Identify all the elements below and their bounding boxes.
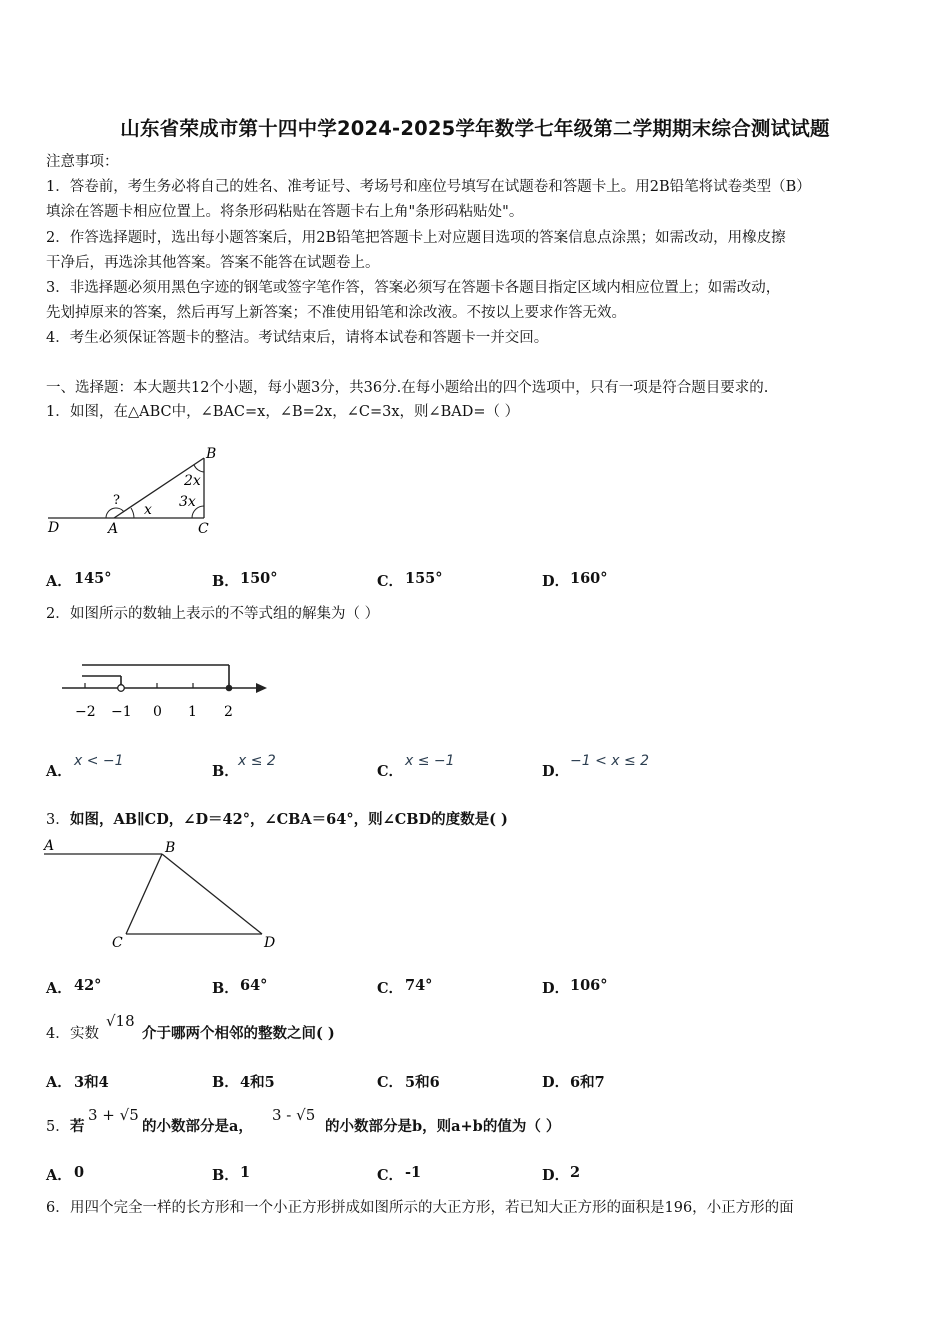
option-a-label: A． (46, 573, 72, 590)
tick-label: 0 (153, 704, 162, 720)
angle-label-2x: 2x (184, 473, 201, 489)
question-number: 6． (46, 1200, 70, 1216)
option-c[interactable]: 5和6 (405, 1074, 440, 1091)
triangle-figure-q1 (44, 440, 234, 540)
option-b-label: B． (212, 1167, 239, 1184)
notice-line: 2．作答选择题时，选出每小题答案后，用2B铅笔把答题卡上对应题目选项的答案信息点涂黑；如需改动，用橡皮擦 (46, 230, 786, 246)
label-a: A (44, 838, 55, 854)
label-d: D (48, 520, 60, 536)
question-text-pre: 实数 (70, 1026, 99, 1042)
question-number: 4． (46, 1026, 70, 1042)
question-number: 5． (46, 1119, 70, 1135)
label-c: C (198, 521, 209, 537)
question-number: 2． (46, 606, 70, 622)
option-d-label: D． (542, 1074, 570, 1091)
option-d[interactable]: 6和7 (570, 1074, 605, 1091)
option-b-label: B． (212, 763, 239, 780)
option-a[interactable]: x < −1 (74, 753, 124, 769)
option-d-label: D． (542, 1167, 570, 1184)
question-text: 用四个完全一样的长方形和一个小正方形拼成如图所示的大正方形，若已知大正方形的面积是196，小正方形的面 (70, 1200, 794, 1216)
option-d[interactable]: 160° (570, 570, 608, 587)
label-b: B (206, 446, 217, 462)
option-d[interactable]: 2 (570, 1164, 581, 1181)
question-text-post: 介于哪两个相邻的整数之间( ) (142, 1025, 335, 1042)
option-a-label: A． (46, 1074, 72, 1091)
option-d[interactable]: 106° (570, 977, 608, 994)
notice-line: 3．非选择题必须用黑色字迹的钢笔或签字笔作答，答案必须写在答题卡各题目指定区域内相应位置上；如需改动， (46, 280, 781, 296)
notice-line: 填涂在答题卡相应位置上。将条形码粘贴在答题卡右上角"条形码粘贴处"。 (46, 204, 524, 220)
option-a-label: A． (46, 1167, 72, 1184)
option-b-label: B． (212, 980, 239, 997)
option-c-label: C． (377, 1167, 404, 1184)
option-b[interactable]: 64° (240, 977, 268, 994)
question-number: 1． (46, 404, 70, 420)
number-line-figure-q2 (58, 655, 273, 725)
option-c-label: C． (377, 980, 404, 997)
label-b: B (165, 840, 176, 856)
notice-heading: 注意事项： (46, 154, 119, 170)
option-c-label: C． (377, 763, 404, 780)
question-text-post: 的小数部分是b，则a+b的值为（ ） (325, 1118, 561, 1135)
tick-label: −1 (111, 704, 132, 720)
page-title: 山东省荣成市第十四中学2024-2025学年数学七年级第二学期期末综合测试试题 (120, 117, 830, 140)
option-c-label: C． (377, 1074, 404, 1091)
option-d-label: D． (542, 763, 570, 780)
option-d[interactable]: −1 < x ≤ 2 (570, 753, 650, 769)
option-b-label: B． (212, 1074, 239, 1091)
option-d-label: D． (542, 573, 570, 590)
option-a-label: A． (46, 980, 72, 997)
option-b[interactable]: 150° (240, 570, 278, 587)
option-d-label: D． (542, 980, 570, 997)
tick-label: 1 (188, 704, 197, 720)
option-b[interactable]: 4和5 (240, 1074, 275, 1091)
question-text: 如图所示的数轴上表示的不等式组的解集为（ ） (70, 606, 380, 622)
label-a: A (108, 521, 119, 537)
notice-line: 1．答卷前，考生务必将自己的姓名、准考证号、考场号和座位号填写在试题卷和答题卡上。用2B铅笔将试卷类型（B） (46, 179, 811, 195)
section-heading: 一、选择题：本大题共12个小题，每小题3分，共36分.在每小题给出的四个选项中，只有一项是符合题目要求的. (46, 380, 769, 396)
question-text: 如图，AB∥CD，∠D＝42°，∠CBA＝64°，则∠CBD的度数是( ) (70, 811, 508, 828)
math-3-plus-sqrt5: 3 + √5 (88, 1106, 139, 1124)
question-number: 3． (46, 812, 70, 828)
option-a[interactable]: 42° (74, 977, 102, 994)
angle-label-question: ? (113, 493, 120, 508)
notice-line: 先划掉原来的答案，然后再写上新答案；不准使用铅笔和涂改液。不按以上要求作答无效。 (46, 305, 626, 321)
tick-label: −2 (75, 704, 96, 720)
question-text: 如图，在△ABC中，∠BAC=x，∠B=2x，∠C=3x，则∠BAD=（ ） (70, 404, 520, 420)
parallel-lines-figure-q3 (40, 834, 290, 956)
option-a-label: A． (46, 763, 72, 780)
option-c-label: C． (377, 573, 404, 590)
notice-line: 干净后，再选涂其他答案。答案不能答在试题卷上。 (46, 255, 380, 271)
label-c: C (112, 935, 123, 951)
option-a[interactable]: 0 (74, 1164, 85, 1181)
question-text-mid: 的小数部分是a， (142, 1118, 253, 1135)
option-c[interactable]: -1 (405, 1164, 422, 1181)
question-text-pre: 若 (70, 1118, 85, 1135)
notice-line: 4．考生必须保证答题卡的整洁。考试结束后，请将本试卷和答题卡一并交回。 (46, 330, 549, 346)
angle-label-3x: 3x (179, 494, 196, 510)
label-d: D (264, 935, 276, 951)
option-c[interactable]: 74° (405, 977, 433, 994)
sqrt-18: √18 (106, 1012, 135, 1030)
option-b-label: B． (212, 573, 239, 590)
option-b[interactable]: 1 (240, 1164, 251, 1181)
tick-label: 2 (224, 704, 233, 720)
option-a[interactable]: 145° (74, 570, 112, 587)
option-c[interactable]: x ≤ −1 (405, 753, 455, 769)
option-b[interactable]: x ≤ 2 (238, 753, 276, 769)
math-3-minus-sqrt5: 3 - √5 (272, 1106, 316, 1124)
angle-label-x: x (144, 502, 152, 518)
option-a[interactable]: 3和4 (74, 1074, 109, 1091)
option-c[interactable]: 155° (405, 570, 443, 587)
